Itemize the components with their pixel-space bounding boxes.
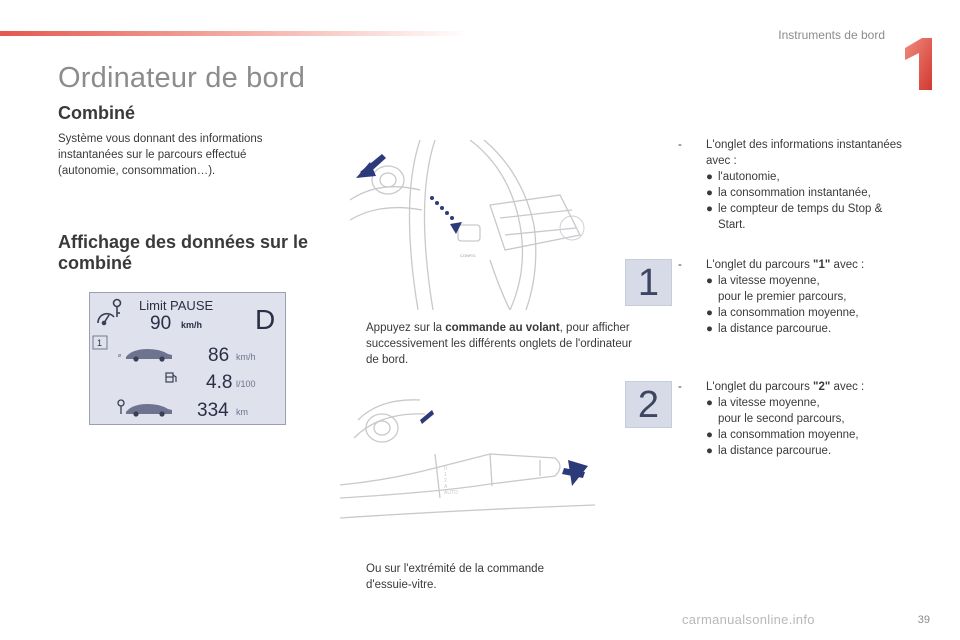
limit-speed: 90 [150, 313, 172, 334]
svg-text:0: 0 [444, 466, 447, 472]
list-item: la vitesse moyenne, [718, 275, 820, 287]
chapter-number-badge [902, 36, 936, 92]
list-item: la consommation moyenne, [718, 429, 859, 441]
tab-trip1-heading: L'onglet du parcours "1" avec : [706, 259, 865, 271]
tab-info-description: - L'onglet des informations instantanées avec : ● l'autonomie, ● la consommation instantanée, ● le compteur de temps du Stop & Start. [678, 137, 908, 233]
instruction-step-1: Appuyez sur la commande au volant, pour afficher successivement les différents onglets de l'ordinateur de bord. [342, 320, 632, 368]
fuel-pump-icon [166, 373, 176, 382]
svg-text:1: 1 [444, 472, 447, 478]
limit-label: Limit PAUSE [139, 298, 214, 313]
svg-text:AUTO: AUTO [444, 490, 458, 496]
intro-paragraph: Système vous donnant des informations instantanées sur le parcours effectué (autonomie, consommation…). [58, 133, 263, 177]
list-item: le compteur de temps du Stop & Start. [718, 203, 883, 231]
wiper-stalk-illustration [340, 390, 595, 530]
list-item-continuation: pour le premier parcours, [718, 291, 847, 303]
limit-unit: km/h [181, 320, 203, 330]
steering-control-term: commande au volant [445, 322, 560, 334]
speed-unit: km/h [236, 352, 256, 362]
list-item: la consommation instantanée, [718, 187, 871, 199]
steering-wheel-illustration [340, 140, 605, 310]
tab-number: 1 [97, 338, 103, 348]
list-item: la distance parcourue. [718, 445, 832, 457]
list-item: l'autonomie, [718, 171, 780, 183]
consumption-value: 4.8 [206, 372, 233, 393]
blue-arrow-hint-icon [420, 410, 434, 424]
arrow-icon [356, 154, 386, 178]
tab-2-badge: 2 [625, 381, 672, 428]
page-title: Ordinateur de bord [58, 62, 306, 94]
svg-text:ø: ø [118, 353, 122, 359]
section-heading-affichage: Affichage des données sur le combiné [58, 232, 309, 273]
list-item-continuation: pour le second parcours, [718, 413, 845, 425]
gear-indicator: D [255, 304, 276, 335]
speed-value: 86 [208, 345, 230, 366]
watermark: carmanualsonline.info [682, 612, 815, 627]
section-heading-combine: Combiné [58, 103, 136, 123]
key-icon [114, 300, 121, 318]
pointer-dots-icon [430, 196, 462, 234]
svg-text:A: A [444, 484, 448, 490]
page-number: 39 [917, 614, 930, 626]
tab-trip1-description: - L'onglet du parcours "1" avec : ● la vitesse moyenne, pour le premier parcours, ● la consommation moyenne, ● la distance parcourue. [678, 259, 865, 335]
step-marker-icon [342, 561, 366, 593]
distance-value: 334 [197, 400, 229, 421]
step-marker-icon [342, 320, 366, 368]
consumption-unit: l/100 [236, 379, 256, 389]
tab-1-badge: 1 [625, 259, 672, 306]
svg-text:CONFIG: CONFIG [460, 253, 476, 258]
distance-unit: km [236, 407, 248, 417]
instruction-step-2: Ou sur l'extrémité de la commande d'essuie-vitre. [342, 561, 572, 593]
svg-text:2: 2 [444, 478, 447, 484]
car-speed-icon [118, 349, 172, 362]
car-distance-icon [126, 404, 172, 417]
speed-limiter-icon [98, 314, 114, 325]
tab-trip2-description: - L'onglet du parcours "2" avec : ● la vitesse moyenne, pour le second parcours, ● la consommation moyenne, ● la distance parcourue. [678, 381, 865, 457]
tab-info-heading: L'onglet des informations instantanées avec : [706, 139, 902, 167]
arrow-icon [562, 460, 588, 486]
header-accent-bar [0, 31, 470, 36]
tab-trip2-heading: L'onglet du parcours "2" avec : [706, 381, 865, 393]
autonomy-key-icon [118, 400, 124, 414]
instrument-cluster-display [89, 292, 286, 425]
list-item: la distance parcourue. [718, 323, 832, 335]
running-head: Instruments de bord [778, 28, 885, 42]
list-item: la consommation moyenne, [718, 307, 859, 319]
list-item: la vitesse moyenne, [718, 397, 820, 409]
